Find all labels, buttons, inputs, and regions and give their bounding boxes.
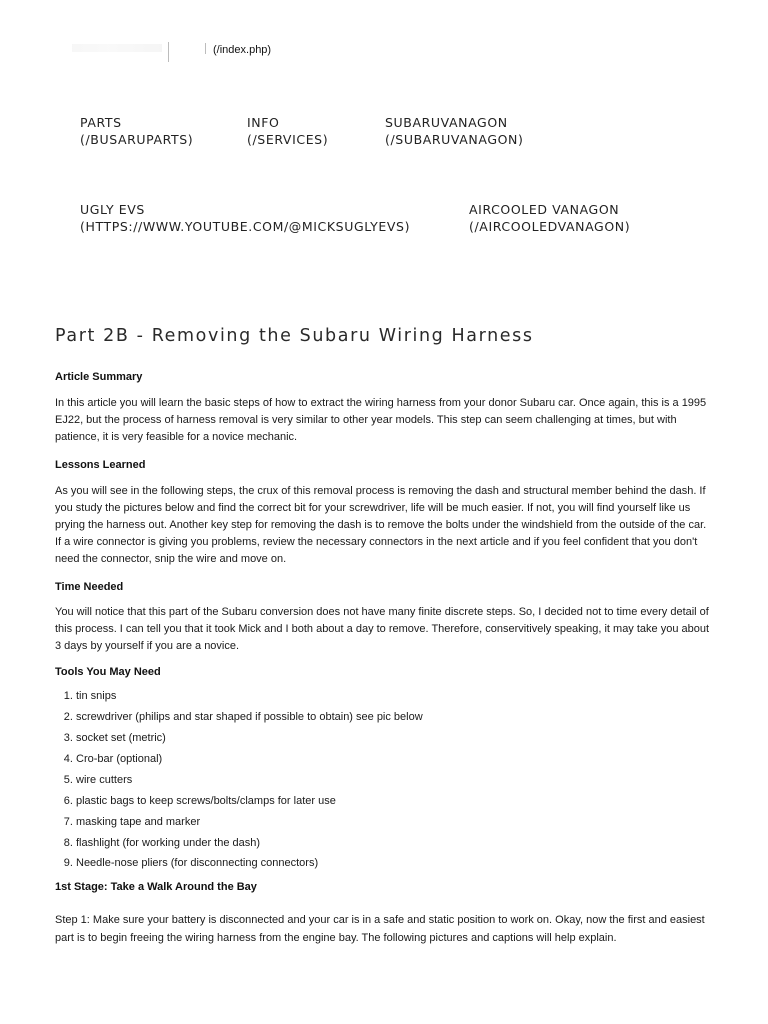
logo-link[interactable] — [70, 40, 271, 64]
step1-text: Step 1: Make sure your battery is disconnected and your car is in a safe and static position to work on. Okay, now the first and easiest part is to begin freeing the wiring harness from the engine bay. The following pictures and captions will help explain. — [55, 914, 705, 944]
list-item: 4. Cro-bar (optional) — [76, 749, 715, 770]
page-title: Part 2B - Removing the Subaru Wiring Harness — [55, 326, 534, 346]
list-item: 1. tin snips — [76, 686, 715, 707]
tools-list — [55, 686, 715, 874]
logo-divider-secondary — [205, 43, 206, 54]
lessons-text: As you will see in the following steps, the crux of this removal process is removing the dash and structural member behind the dash. If you study the pictures below and find the correct bit for your screwdriver, life will be much easier. If not, you will find yourself like us prying the harness out. Another key step for removing the dash is to remove the bolts under the windshield from the outside of the car. If a wire connector is giving you problems, review the necessary connectors in the next article and if you feel confident that you don't need the connector, snip the wire and move on. — [55, 484, 707, 566]
nav-item-info[interactable] — [247, 114, 328, 148]
list-item: 2. screwdriver (philips and star shaped if possible to obtain) see pic below — [76, 707, 715, 728]
logo-divider — [168, 42, 169, 62]
stage1-heading: 1st Stage: Take a Walk Around the Bay — [55, 881, 257, 894]
lessons-heading: Lessons Learned — [55, 458, 146, 471]
article-content — [55, 322, 715, 947]
tools-heading: Tools You May Need — [55, 666, 161, 679]
site-header — [0, 0, 768, 300]
nav-item-label: SUBARUVANAGON — [385, 115, 508, 130]
nav-item-parts[interactable] — [80, 114, 193, 148]
logo-href-text: (/index.php) — [213, 44, 272, 56]
nav-item-href: (/AIRCOOLEDVANAGON) — [469, 219, 631, 234]
nav-item-href: (/SUBARUVANAGON) — [385, 132, 524, 147]
nav-item-subaruvanagon[interactable] — [385, 114, 523, 148]
site-logo[interactable] — [70, 40, 168, 62]
summary-heading: Article Summary — [55, 371, 143, 383]
time-text: You will notice that this part of the Subaru conversion does not have many finite discrete steps. So, I decided not to time every detail of this process. I can tell you that it took Mick and I both about a day to remove. Therefore, conservitively speaking, it may take you about 3 days by yourself if you are a novice. — [55, 605, 710, 653]
list-item: 3. socket set (metric) — [76, 728, 715, 749]
nav-item-label: UGLY EVS — [80, 202, 145, 217]
summary-text: In this article you will learn the basic steps of how to extract the wiring harness from your donor Subaru car. Once again, this is a 1995 EJ22, but the process of harness removal is very similar to other year models. This step can seem challenging at times, but with patience, it is very feasible for a novice mechanic. — [55, 397, 707, 444]
nav-item-href: (/BUSARUPARTS) — [80, 132, 194, 147]
nav-item-ugly-evs[interactable] — [80, 201, 410, 235]
list-item: 5. wire cutters — [76, 770, 715, 791]
time-heading: Time Needed — [55, 580, 124, 593]
list-item: 6. plastic bags to keep screws/bolts/clamps for later use — [76, 791, 715, 812]
nav-item-label: AIRCOOLED VANAGON — [469, 202, 620, 217]
nav-item-aircooled-vanagon[interactable] — [469, 201, 630, 235]
list-item: 7. masking tape and marker — [76, 812, 715, 833]
nav-item-href: (/SERVICES) — [247, 132, 329, 147]
list-item: 8. flashlight (for working under the dash) — [76, 833, 715, 854]
nav-item-href: (HTTPS://WWW.YOUTUBE.COM/@MICKSUGLYEVS) — [80, 219, 411, 234]
nav-item-label: INFO — [247, 115, 280, 130]
list-item: 9. Needle-nose pliers (for disconnecting connectors) — [76, 853, 715, 874]
nav-item-label: PARTS — [80, 115, 122, 130]
